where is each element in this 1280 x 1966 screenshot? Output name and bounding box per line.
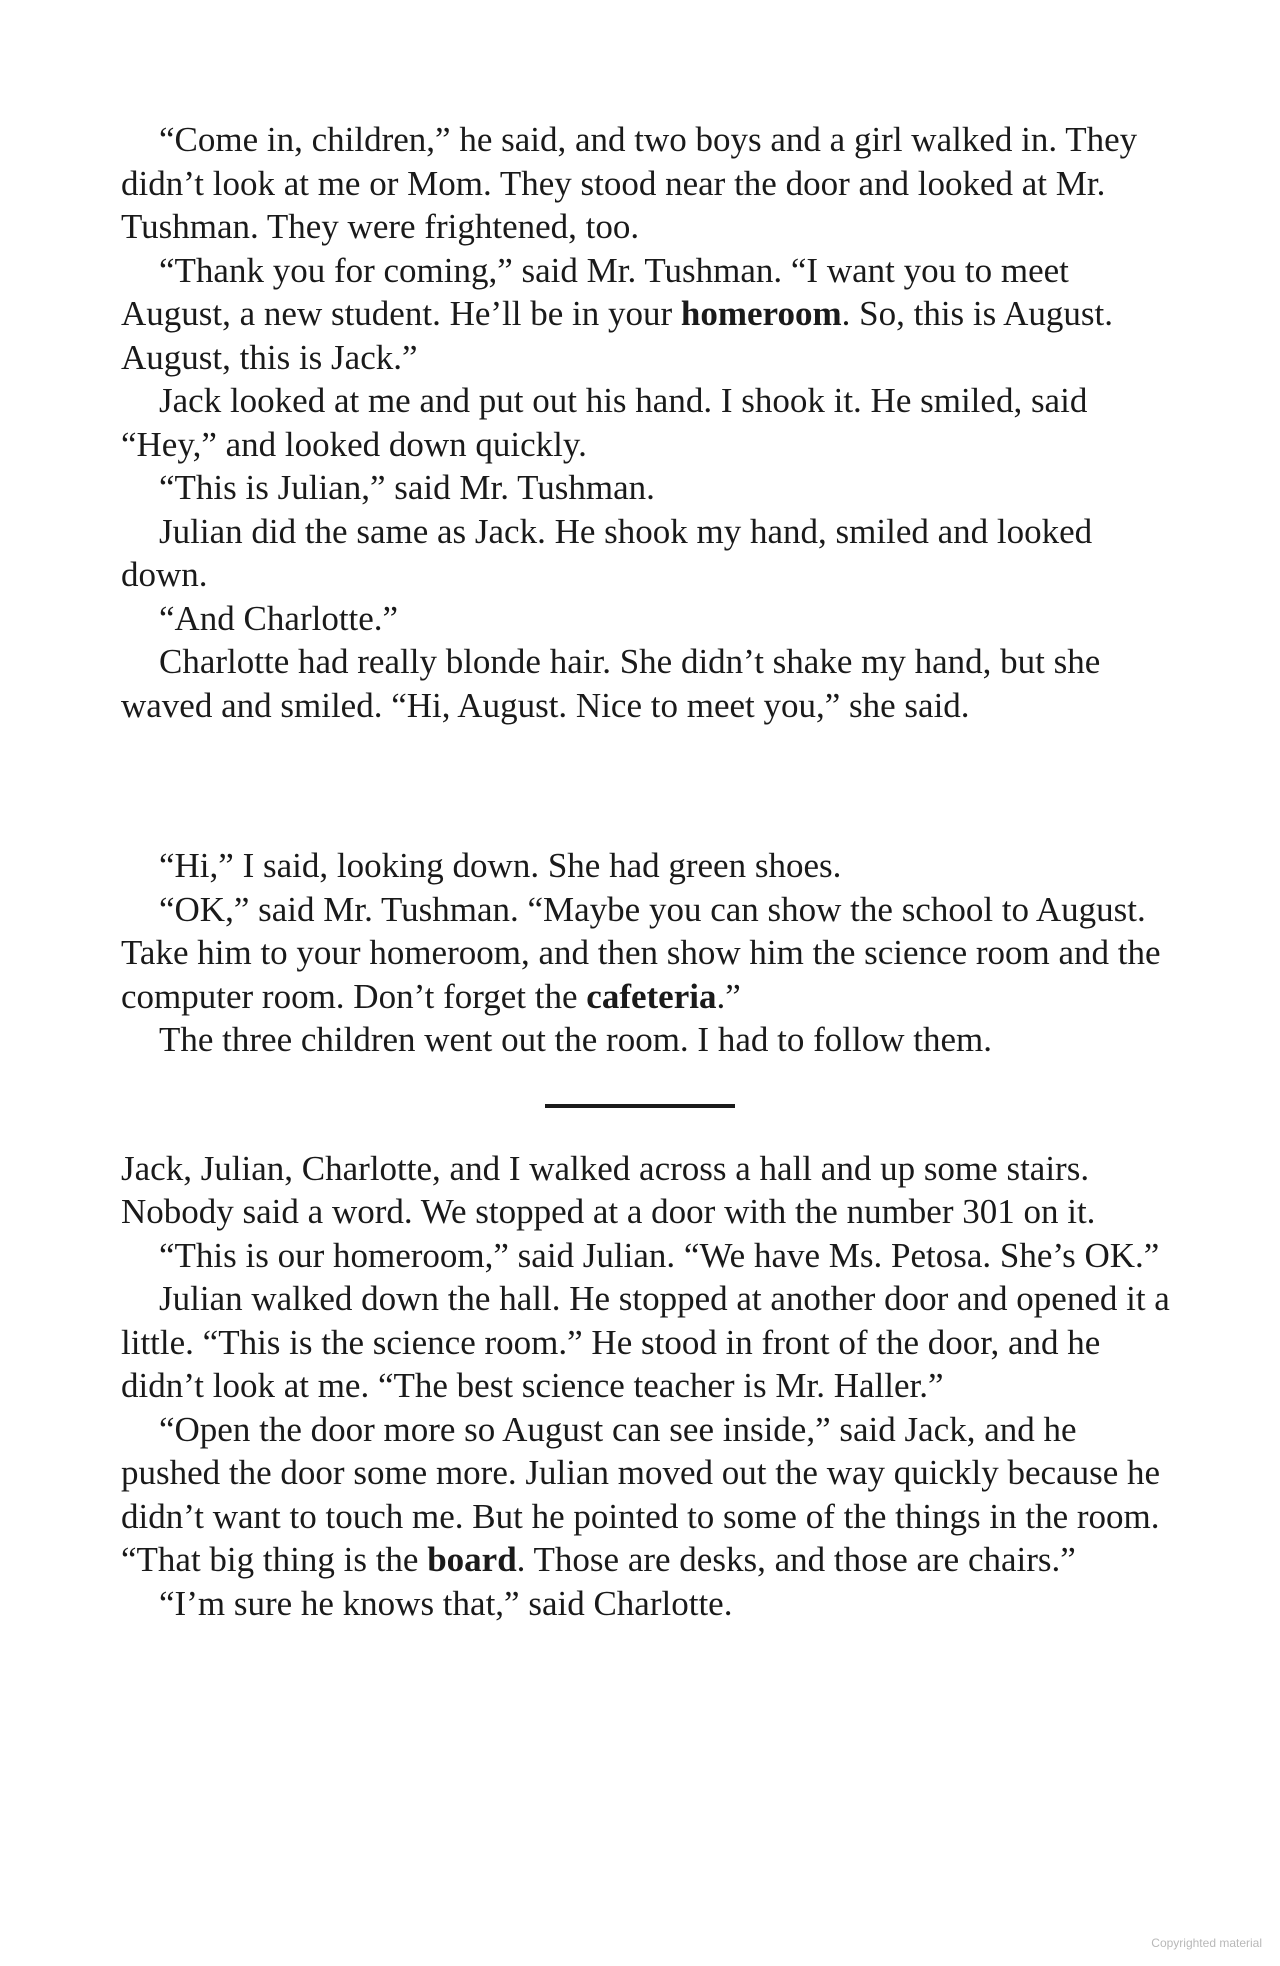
paragraph: Jack, Julian, Charlotte, and I walked across a hall and up some stairs. Nobody said a word. We stopped at a door with the number 301 on it. (121, 1148, 1096, 1231)
paragraph: “This is Julian,” said Mr. Tushman. (159, 468, 655, 507)
glossary-term-homeroom: homeroom (680, 294, 842, 333)
glossary-term-cafeteria: cafeteria (586, 976, 717, 1016)
text-run: “OK,” said Mr. Tushman. “Maybe you can show the school to August. Take him to your homeroom, and then show him the science room and the computer room. Don’t forget the (121, 889, 1161, 1016)
paragraph: The three children went out the room. I had to follow them. (159, 1020, 992, 1059)
paragraph: Jack looked at me and put out his hand. I shook it. He smiled, said “Hey,” and looked down quickly. (121, 381, 1088, 464)
section-gap (121, 727, 1171, 844)
copyright-notice: Copyrighted material (1151, 1936, 1262, 1950)
glossary-term-board: board (427, 1540, 517, 1579)
paragraph: “I’m sure he knows that,” said Charlotte. (159, 1583, 733, 1623)
paragraph (121, 1408, 1171, 1582)
book-page (121, 118, 1171, 1625)
text-run: . Those are desks, and those are chairs.” (516, 1540, 1076, 1579)
paragraph: “Hi,” I said, looking down. She had green shoes. (159, 846, 842, 885)
paragraph (121, 249, 1171, 380)
text-run: . So, this is August. August, this is Jack.” (121, 294, 1113, 377)
text-run: “Thank you for coming,” said Mr. Tushman. “I want you to meet August, a new student. He’ll be in your (121, 250, 1069, 333)
paragraph: “Come in, children,” he said, and two boys and a girl walked in. They didn’t look at me or Mom. They stood near the door and looked at Mr. Tushman. They were frightened, too. (121, 120, 1138, 246)
paragraph: Charlotte had really blonde hair. She didn’t shake my hand, but she waved and smiled. “Hi, August. Nice to meet you,” she said. (121, 642, 1101, 725)
paragraph: “This is our homeroom,” said Julian. “We have Ms. Petosa. She’s OK.” (159, 1235, 1160, 1275)
text-run: .” (716, 976, 741, 1016)
paragraph (121, 888, 1171, 1019)
text-run: “Open the door more so August can see inside,” said Jack, and he pushed the door some more. Julian moved out the way quickly because he didn’t want to touch me. But he pointed to some of the things in the room. “That big thing is the (121, 1409, 1161, 1579)
paragraph: Julian did the same as Jack. He shook my hand, smiled and looked down. (121, 511, 1093, 594)
paragraph: Julian walked down the hall. He stopped at another door and opened it a little. “This is the science room.” He stood in front of the door, and he didn’t look at me. “The best science teacher is Mr. Haller.” (121, 1279, 1170, 1405)
section-divider (545, 1104, 735, 1108)
paragraph: “And Charlotte.” (159, 598, 399, 638)
